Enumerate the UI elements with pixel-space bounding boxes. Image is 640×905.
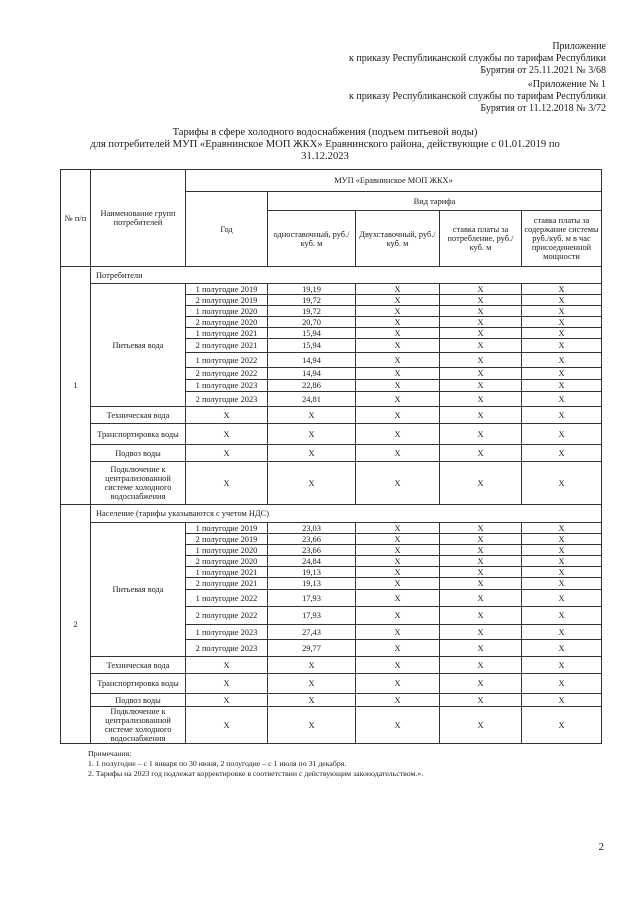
x-mark: Х bbox=[356, 380, 440, 392]
x-mark: Х bbox=[356, 640, 440, 657]
x-mark: Х bbox=[522, 317, 602, 328]
x-mark: Х bbox=[522, 306, 602, 317]
x-mark: Х bbox=[268, 694, 356, 707]
tariff-value: 23,03 bbox=[268, 523, 356, 534]
x-mark: Х bbox=[186, 445, 268, 462]
x-mark: Х bbox=[440, 590, 522, 607]
row-number: 1 bbox=[61, 267, 91, 505]
header-rate-consumption: ставка платы за потребление, руб./куб. м bbox=[440, 211, 522, 267]
x-mark: Х bbox=[522, 380, 602, 392]
x-mark: Х bbox=[268, 462, 356, 505]
x-mark: Х bbox=[522, 657, 602, 674]
title-line: 31.12.2023 bbox=[301, 151, 349, 162]
tariff-value: 23,66 bbox=[268, 545, 356, 556]
x-mark: Х bbox=[440, 445, 522, 462]
x-mark: Х bbox=[440, 607, 522, 625]
x-mark: Х bbox=[440, 284, 522, 295]
x-mark: Х bbox=[356, 368, 440, 380]
x-mark: Х bbox=[440, 640, 522, 657]
x-mark: Х bbox=[356, 424, 440, 445]
tariff-value: 14,94 bbox=[268, 368, 356, 380]
x-mark: Х bbox=[522, 392, 602, 407]
x-mark: Х bbox=[268, 445, 356, 462]
table-row bbox=[61, 694, 602, 707]
tariff-value: 24,81 bbox=[268, 392, 356, 407]
group-water-supply: Подвоз воды bbox=[91, 694, 186, 707]
appendix-header-previous bbox=[349, 79, 606, 115]
period-cell: 1 полугодие 2021 bbox=[186, 567, 268, 578]
x-mark: Х bbox=[522, 556, 602, 567]
x-mark: Х bbox=[356, 295, 440, 306]
x-mark: Х bbox=[440, 567, 522, 578]
header-line: «Приложение № 1 bbox=[527, 79, 606, 90]
x-mark: Х bbox=[440, 534, 522, 545]
row-number: 2 bbox=[61, 505, 91, 744]
table-row bbox=[61, 657, 602, 674]
x-mark: Х bbox=[356, 306, 440, 317]
period-cell: 2 полугодие 2020 bbox=[186, 556, 268, 567]
x-mark: Х bbox=[356, 407, 440, 424]
x-mark: Х bbox=[440, 353, 522, 368]
x-mark: Х bbox=[440, 556, 522, 567]
tariff-value: 17,93 bbox=[268, 590, 356, 607]
x-mark: Х bbox=[440, 657, 522, 674]
x-mark: Х bbox=[356, 462, 440, 505]
x-mark: Х bbox=[522, 407, 602, 424]
period-cell: 2 полугодие 2021 bbox=[186, 339, 268, 353]
x-mark: Х bbox=[268, 674, 356, 694]
table-row bbox=[61, 267, 602, 284]
header-org: МУП «Еравнинское МОП ЖКХ» bbox=[186, 170, 602, 192]
x-mark: Х bbox=[186, 657, 268, 674]
table-row bbox=[61, 707, 602, 744]
x-mark: Х bbox=[440, 462, 522, 505]
x-mark: Х bbox=[522, 567, 602, 578]
x-mark: Х bbox=[440, 694, 522, 707]
notes-label: Примечания: bbox=[88, 749, 132, 758]
x-mark: Х bbox=[186, 424, 268, 445]
x-mark: Х bbox=[522, 339, 602, 353]
x-mark: Х bbox=[522, 590, 602, 607]
page-number: 2 bbox=[598, 841, 604, 853]
tariff-value: 19,13 bbox=[268, 578, 356, 590]
group-water-transport: Транспортировка воды bbox=[91, 674, 186, 694]
x-mark: Х bbox=[356, 328, 440, 339]
x-mark: Х bbox=[356, 545, 440, 556]
x-mark: Х bbox=[356, 657, 440, 674]
x-mark: Х bbox=[268, 424, 356, 445]
tariff-value: 19,72 bbox=[268, 295, 356, 306]
tariff-value: 20,70 bbox=[268, 317, 356, 328]
x-mark: Х bbox=[522, 284, 602, 295]
period-cell: 1 полугодие 2022 bbox=[186, 353, 268, 368]
x-mark: Х bbox=[356, 339, 440, 353]
group-connection: Подключение к централизованной системе холодного водоснабжения bbox=[91, 707, 186, 744]
x-mark: Х bbox=[356, 445, 440, 462]
x-mark: Х bbox=[356, 674, 440, 694]
x-mark: Х bbox=[522, 674, 602, 694]
x-mark: Х bbox=[522, 640, 602, 657]
x-mark: Х bbox=[522, 328, 602, 339]
x-mark: Х bbox=[522, 295, 602, 306]
group-drinking-water: Питьевая вода bbox=[91, 284, 186, 407]
table-row bbox=[61, 462, 602, 505]
table-row bbox=[61, 523, 602, 534]
x-mark: Х bbox=[440, 578, 522, 590]
x-mark: Х bbox=[440, 380, 522, 392]
tariff-value: 24,84 bbox=[268, 556, 356, 567]
x-mark: Х bbox=[522, 707, 602, 744]
x-mark: Х bbox=[522, 607, 602, 625]
x-mark: Х bbox=[186, 462, 268, 505]
x-mark: Х bbox=[440, 407, 522, 424]
x-mark: Х bbox=[186, 674, 268, 694]
x-mark: Х bbox=[356, 625, 440, 640]
header-line: к приказу Республиканской службы по тарифам Республики bbox=[349, 53, 606, 64]
x-mark: Х bbox=[268, 407, 356, 424]
tariff-value: 19,72 bbox=[268, 306, 356, 317]
x-mark: Х bbox=[440, 317, 522, 328]
tariff-value: 19,19 bbox=[268, 284, 356, 295]
x-mark: Х bbox=[440, 328, 522, 339]
header-line: Бурятия от 25.11.2021 № 3/68 bbox=[480, 65, 606, 76]
note-1: 1. 1 полугодие – с 1 января по 30 июня, 2 полугодие – с 1 июля по 31 декабря. bbox=[88, 759, 347, 768]
x-mark: Х bbox=[522, 694, 602, 707]
tariff-value: 22,86 bbox=[268, 380, 356, 392]
tariff-value: 19,13 bbox=[268, 567, 356, 578]
x-mark: Х bbox=[356, 590, 440, 607]
x-mark: Х bbox=[522, 545, 602, 556]
x-mark: Х bbox=[186, 407, 268, 424]
x-mark: Х bbox=[522, 578, 602, 590]
x-mark: Х bbox=[356, 523, 440, 534]
header-num: № п/п bbox=[61, 170, 91, 267]
x-mark: Х bbox=[186, 707, 268, 744]
x-mark: Х bbox=[440, 424, 522, 445]
table-row bbox=[61, 445, 602, 462]
section-title: Потребители bbox=[91, 267, 602, 284]
x-mark: Х bbox=[522, 462, 602, 505]
header-two-rate: Двухставочный, руб./ куб. м bbox=[356, 211, 440, 267]
x-mark: Х bbox=[356, 284, 440, 295]
x-mark: Х bbox=[522, 445, 602, 462]
group-connection: Подключение к централизованной системе холодного водоснабжения bbox=[91, 462, 186, 505]
x-mark: Х bbox=[522, 368, 602, 380]
group-water-supply: Подвоз воды bbox=[91, 445, 186, 462]
x-mark: Х bbox=[186, 694, 268, 707]
title-line: для потребителей МУП «Еравнинское МОП ЖКХ» Еравнинского района, действующие с 01.01.2019 по bbox=[90, 139, 560, 150]
x-mark: Х bbox=[268, 707, 356, 744]
tariff-value: 15,94 bbox=[268, 328, 356, 339]
group-technical-water: Техническая вода bbox=[91, 407, 186, 424]
x-mark: Х bbox=[356, 392, 440, 407]
x-mark: Х bbox=[356, 578, 440, 590]
period-cell: 2 полугодие 2022 bbox=[186, 607, 268, 625]
tariff-table bbox=[60, 169, 602, 744]
x-mark: Х bbox=[440, 392, 522, 407]
group-drinking-water: Питьевая вода bbox=[91, 523, 186, 657]
period-cell: 1 полугодие 2019 bbox=[186, 284, 268, 295]
notes bbox=[88, 749, 423, 779]
appendix-header bbox=[349, 41, 606, 77]
table-row bbox=[61, 505, 602, 523]
x-mark: Х bbox=[440, 545, 522, 556]
x-mark: Х bbox=[440, 674, 522, 694]
group-water-transport: Транспортировка воды bbox=[91, 424, 186, 445]
tariff-value: 14,94 bbox=[268, 353, 356, 368]
period-cell: 2 полугодие 2023 bbox=[186, 640, 268, 657]
x-mark: Х bbox=[440, 625, 522, 640]
x-mark: Х bbox=[522, 424, 602, 445]
x-mark: Х bbox=[440, 295, 522, 306]
x-mark: Х bbox=[356, 707, 440, 744]
tariff-value: 15,94 bbox=[268, 339, 356, 353]
x-mark: Х bbox=[356, 607, 440, 625]
period-cell: 1 полугодие 2023 bbox=[186, 625, 268, 640]
header-rate-capacity: ставка платы за содержание системы руб./куб. м в час присоединенной мощности bbox=[522, 211, 602, 267]
table-row bbox=[61, 674, 602, 694]
period-cell: 1 полугодие 2023 bbox=[186, 380, 268, 392]
tariff-value: 29,77 bbox=[268, 640, 356, 657]
period-cell: 2 полугодие 2019 bbox=[186, 534, 268, 545]
header-year: Год bbox=[186, 192, 268, 267]
document-title bbox=[90, 127, 560, 163]
x-mark: Х bbox=[440, 707, 522, 744]
x-mark: Х bbox=[356, 567, 440, 578]
x-mark: Х bbox=[268, 657, 356, 674]
x-mark: Х bbox=[356, 534, 440, 545]
x-mark: Х bbox=[522, 523, 602, 534]
tariff-value: 27,43 bbox=[268, 625, 356, 640]
header-line: к приказу Республиканской службы по тарифам Республики bbox=[349, 91, 606, 102]
x-mark: Х bbox=[522, 534, 602, 545]
period-cell: 1 полугодие 2019 bbox=[186, 523, 268, 534]
x-mark: Х bbox=[440, 523, 522, 534]
period-cell: 1 полугодие 2022 bbox=[186, 590, 268, 607]
period-cell: 2 полугодие 2020 bbox=[186, 317, 268, 328]
header-tariff-type: Вид тарифа bbox=[268, 192, 602, 211]
tariff-value: 23,66 bbox=[268, 534, 356, 545]
period-cell: 2 полугодие 2021 bbox=[186, 578, 268, 590]
x-mark: Х bbox=[440, 339, 522, 353]
tariff-value: 17,93 bbox=[268, 607, 356, 625]
period-cell: 2 полугодие 2019 bbox=[186, 295, 268, 306]
period-cell: 2 полугодие 2022 bbox=[186, 368, 268, 380]
x-mark: Х bbox=[440, 306, 522, 317]
x-mark: Х bbox=[522, 625, 602, 640]
table-row bbox=[61, 407, 602, 424]
note-2: 2. Тарифы на 2023 год подлежат корректировке в соответствии с действующим законодательством.». bbox=[88, 769, 424, 778]
x-mark: Х bbox=[522, 353, 602, 368]
table-row bbox=[61, 284, 602, 295]
x-mark: Х bbox=[440, 368, 522, 380]
header-one-rate: одноставочный, руб./куб. м bbox=[268, 211, 356, 267]
header-line: Бурятия от 11.12.2018 № 3/72 bbox=[480, 103, 606, 114]
x-mark: Х bbox=[356, 353, 440, 368]
x-mark: Х bbox=[356, 556, 440, 567]
x-mark: Х bbox=[356, 694, 440, 707]
title-line: Тарифы в сфере холодного водоснабжения (подъем питьевой воды) bbox=[172, 127, 478, 138]
group-technical-water: Техническая вода bbox=[91, 657, 186, 674]
period-cell: 1 полугодие 2020 bbox=[186, 306, 268, 317]
header-line: Приложение bbox=[552, 41, 606, 52]
period-cell: 1 полугодие 2020 bbox=[186, 545, 268, 556]
x-mark: Х bbox=[356, 317, 440, 328]
period-cell: 1 полугодие 2021 bbox=[186, 328, 268, 339]
table-row bbox=[61, 424, 602, 445]
section-title: Население (тарифы указываются с учетом НДС) bbox=[91, 505, 602, 523]
header-group: Наименование групп потребителей bbox=[91, 170, 186, 267]
period-cell: 2 полугодие 2023 bbox=[186, 392, 268, 407]
